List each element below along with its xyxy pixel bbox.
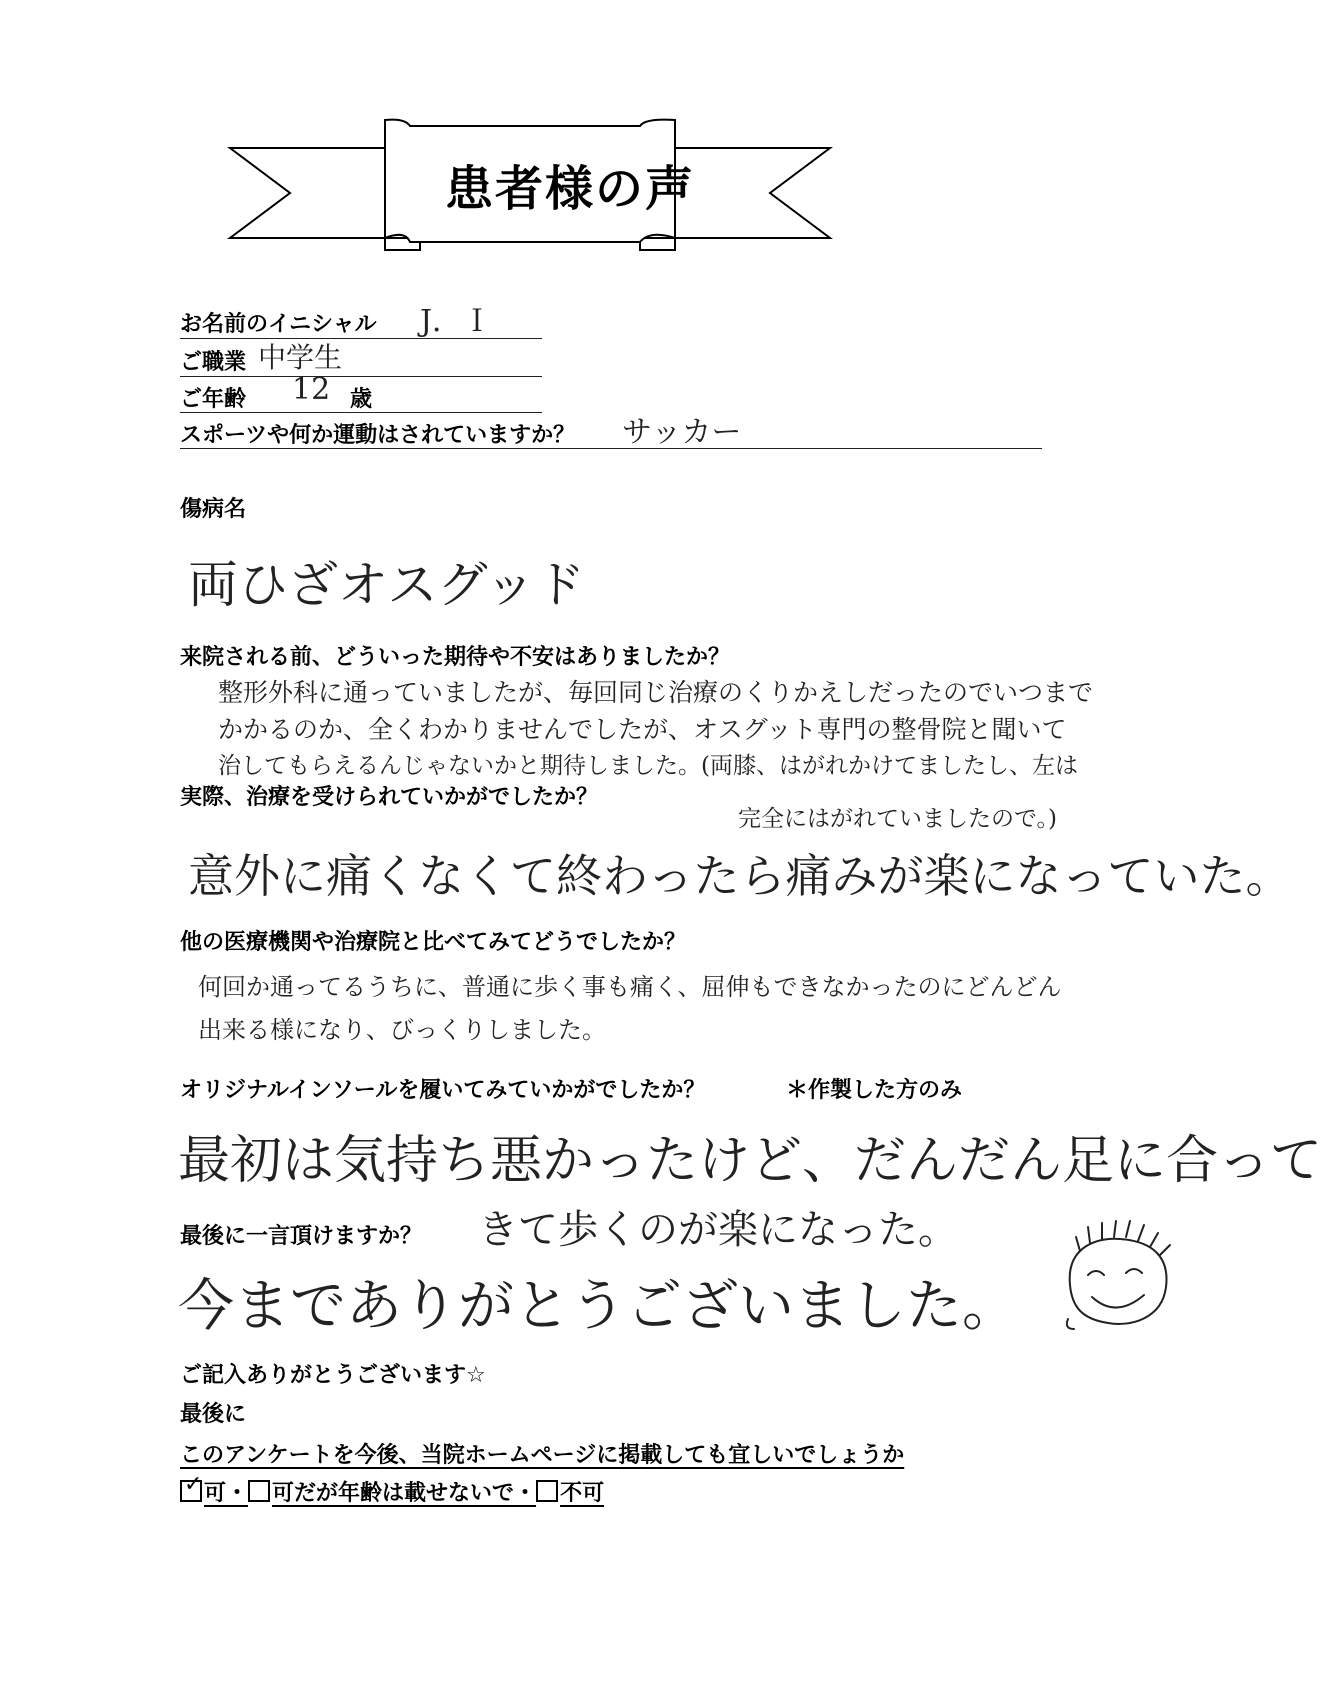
expectation-line: かかるのか、全くわかりませんでしたが、オスグット専門の整骨院と聞いて xyxy=(218,715,1067,744)
insole-line: 最初は気持ち悪かったけど、だんだん足に合って xyxy=(178,1131,1322,1191)
age-unit: 歳 xyxy=(350,387,373,412)
expectation-line: 整形外科に通っていましたが、毎回同じ治療のくりかえしだったのでいつまで xyxy=(218,678,1094,707)
last-words-answer: 今までありがとうございました。 xyxy=(178,1274,1018,1339)
job-label: ご職業 xyxy=(180,350,247,375)
sports-label: スポーツや何か運動はされていますか？ xyxy=(180,423,576,448)
publish-question: このアンケートを今後、当院ホームページに掲載しても宜しいでしょうか xyxy=(180,1443,905,1468)
age-underline xyxy=(180,412,542,413)
insole-line: きて歩くのが楽になった。 xyxy=(478,1207,958,1253)
insole-label: オリジナルインソールを履いてみていかがでしたか？ xyxy=(180,1078,706,1103)
comparison-line: 出来る様になり、びっくりしました。 xyxy=(198,1016,606,1044)
smiley-face-drawing xyxy=(1060,1215,1180,1335)
option-allow-checkbox[interactable] xyxy=(180,1472,203,1502)
option-allow-label: 可 xyxy=(204,1481,227,1506)
sports-underline xyxy=(180,448,1042,449)
age-value: 12 xyxy=(292,372,331,407)
injury-label: 傷病名 xyxy=(180,497,247,522)
treatment-label: 実際、治療を受けられていかがでしたか？ xyxy=(180,785,599,810)
option-deny-label: 不可 xyxy=(560,1481,605,1506)
job-value: 中学生 xyxy=(258,341,343,374)
comparison-line: 何回か通ってるうちに、普通に歩く事も痛く、屈伸もできなかったのにどんどん xyxy=(198,973,1062,1001)
comparison-label: 他の医療機関や治療院と比べてみてどうでしたか？ xyxy=(180,930,687,955)
last-words-label: 最後に一言頂けますか？ xyxy=(180,1224,423,1249)
option-allow-no-age-label: 可だが年齢は載せないで xyxy=(272,1481,515,1506)
initial-underline xyxy=(180,338,542,339)
treatment-answer: 意外に痛くなくて終わったら痛みが楽になっていた。 xyxy=(188,849,1292,903)
job-underline xyxy=(180,376,542,377)
check-mark-icon: ✓ xyxy=(184,1472,203,1497)
injury-answer: 両ひざオスグッド xyxy=(188,556,585,614)
page-title: 患者様の声 xyxy=(445,161,696,217)
option-deny-checkbox[interactable] xyxy=(536,1480,558,1502)
option-separator: ・ xyxy=(514,1481,537,1506)
thanks-text: ご記入ありがとうございます☆ xyxy=(180,1363,486,1388)
insole-note: ＊作製した方のみ xyxy=(786,1078,963,1103)
initial-label: お名前のイニシャル xyxy=(180,312,377,337)
finally-text: 最後に xyxy=(180,1402,247,1427)
sports-value: サッカー xyxy=(622,415,742,450)
expectation-label: 来院される前、どういった期待や不安はありましたか？ xyxy=(180,645,731,670)
option-allow-no-age-checkbox[interactable] xyxy=(248,1480,270,1502)
expectation-line: 完全にはがれていましたので。) xyxy=(738,806,1058,832)
publish-options xyxy=(180,1472,605,1507)
option-separator: ・ xyxy=(226,1481,249,1506)
age-label: ご年齢 xyxy=(180,387,247,412)
expectation-line: 治してもらえるんじゃないかと期待しました。(両膝、はがれかけてましたし、左は xyxy=(218,753,1078,779)
initial-value: J．Ｉ xyxy=(420,304,493,339)
